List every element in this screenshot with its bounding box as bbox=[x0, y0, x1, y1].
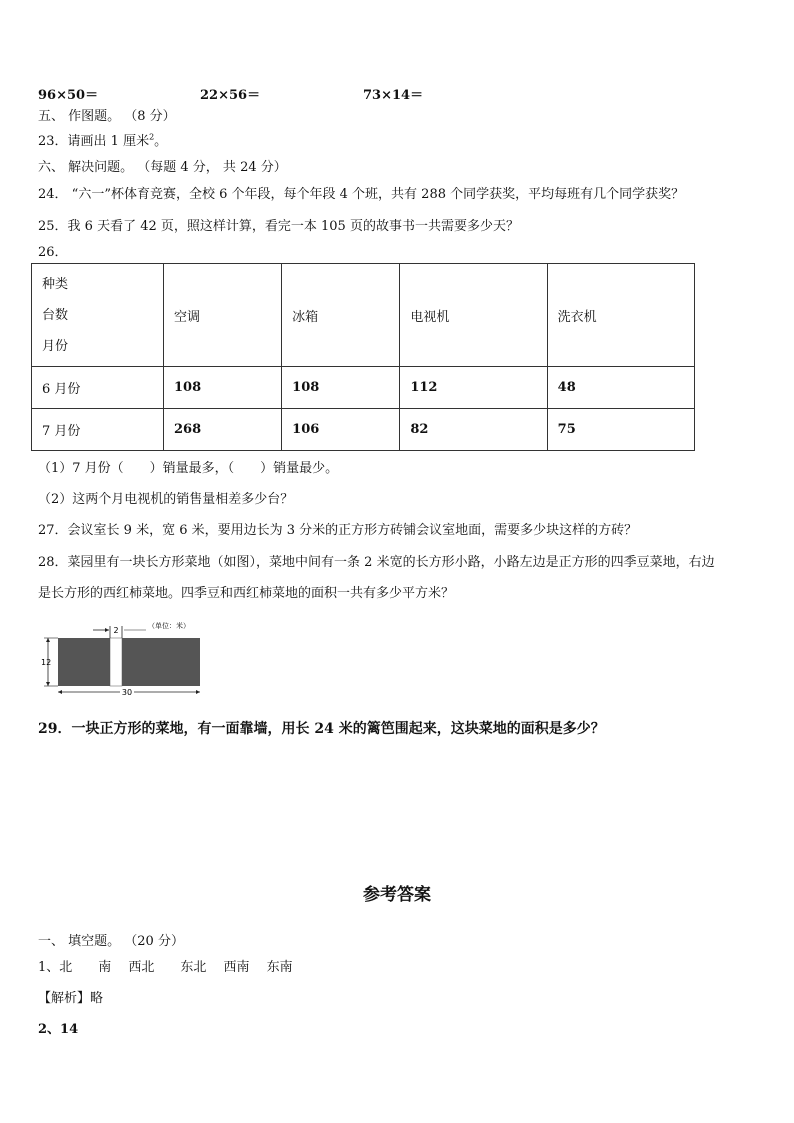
answer-1-analysis: 【解析】略 bbox=[38, 991, 104, 1006]
col-washing-machine: 洗衣机 bbox=[547, 264, 694, 367]
question-24: 24． “六一”杯体育竞赛，全校 6 个年段，每个年段 4 个班，共有 288 个同学获奖，平均每班有几个同学获奖？ bbox=[38, 187, 685, 202]
height-label: 12 bbox=[41, 658, 52, 667]
table-cell: 106 bbox=[282, 409, 400, 451]
path-width-label: 2 bbox=[113, 626, 119, 635]
table-header-row bbox=[32, 264, 695, 367]
col-television: 电视机 bbox=[400, 264, 547, 367]
question-23 bbox=[38, 134, 167, 150]
calc-22x56: 22×56＝ bbox=[200, 88, 261, 103]
tomato-plot bbox=[122, 638, 200, 686]
table-cell: 75 bbox=[547, 409, 694, 451]
sales-table bbox=[31, 263, 695, 451]
length-arrow-right bbox=[196, 690, 200, 694]
question-28-line-1: 28．菜园里有一块长方形菜地（如图），菜地中间有一条 2 米宽的长方形小路，小路左边是正方形的四季豆菜地，右边 bbox=[38, 555, 715, 570]
row-month-june: 6 月份 bbox=[32, 367, 164, 409]
question-26: 26． bbox=[38, 245, 68, 260]
question-28-line-2: 是长方形的西红柿菜地。四季豆和西红柿菜地的面积一共有多少平方米？ bbox=[38, 586, 455, 601]
q23-end: 。 bbox=[154, 134, 168, 149]
col-air-conditioner: 空调 bbox=[164, 264, 282, 367]
table-row bbox=[32, 409, 695, 451]
path-arrowhead bbox=[105, 628, 109, 632]
header-corner-cell bbox=[32, 264, 164, 367]
question-26-1: （1）7 月份（ ）销量最多，（ ）销量最少。 bbox=[38, 461, 339, 476]
table-cell: 108 bbox=[164, 367, 282, 409]
path-strip bbox=[110, 638, 122, 686]
table-row bbox=[32, 367, 695, 409]
question-29: 29．一块正方形的菜地，有一面靠墙，用长 24 米的篱笆围起来，这块菜地的面积是多少？ bbox=[38, 721, 605, 737]
header-kind-label: 种类 bbox=[42, 276, 69, 292]
height-arrow-bottom bbox=[46, 682, 50, 686]
section-5-heading: 五、 作图题。 （8 分） bbox=[38, 109, 176, 124]
height-arrow-top bbox=[46, 638, 50, 642]
length-label: 30 bbox=[121, 688, 133, 697]
answer-section-1-heading: 一、 填空题。 （20 分） bbox=[38, 934, 184, 949]
q23-superscript: 2 bbox=[149, 132, 155, 142]
question-26-2: （2）这两个月电视机的销售量相差多少台？ bbox=[38, 492, 294, 507]
answer-key-title: 参考答案 bbox=[363, 885, 431, 905]
unit-label: （单位：米） bbox=[148, 622, 190, 630]
col-refrigerator: 冰箱 bbox=[282, 264, 400, 367]
question-25: 25．我 6 天看了 42 页，照这样计算，看完一本 105 页的故事书一共需要多少天？ bbox=[38, 219, 519, 234]
length-arrow-left bbox=[58, 690, 62, 694]
bean-plot bbox=[58, 638, 110, 686]
section-6-heading: 六、 解决问题。 （每题 4 分， 共 24 分） bbox=[38, 160, 287, 175]
table-cell: 112 bbox=[400, 367, 547, 409]
q23-text: 23．请画出 1 厘米 bbox=[38, 134, 150, 149]
answer-1: 1、北 南 西北 东北 西南 东南 bbox=[38, 960, 293, 975]
row-month-july: 7 月份 bbox=[32, 409, 164, 451]
calc-96x50: 96×50＝ bbox=[38, 88, 99, 103]
calc-73x14: 73×14＝ bbox=[363, 88, 424, 103]
header-month-label: 月份 bbox=[42, 338, 69, 354]
answer-2: 2、14 bbox=[38, 1022, 79, 1037]
header-count-label: 台数 bbox=[42, 307, 69, 323]
garden-figure bbox=[38, 620, 208, 700]
table-cell: 268 bbox=[164, 409, 282, 451]
table-cell: 82 bbox=[400, 409, 547, 451]
table-cell: 48 bbox=[547, 367, 694, 409]
question-27: 27．会议室长 9 米，宽 6 米，要用边长为 3 分米的正方形方砖铺会议室地面，需要多少块这样的方砖？ bbox=[38, 523, 638, 538]
table-cell: 108 bbox=[282, 367, 400, 409]
